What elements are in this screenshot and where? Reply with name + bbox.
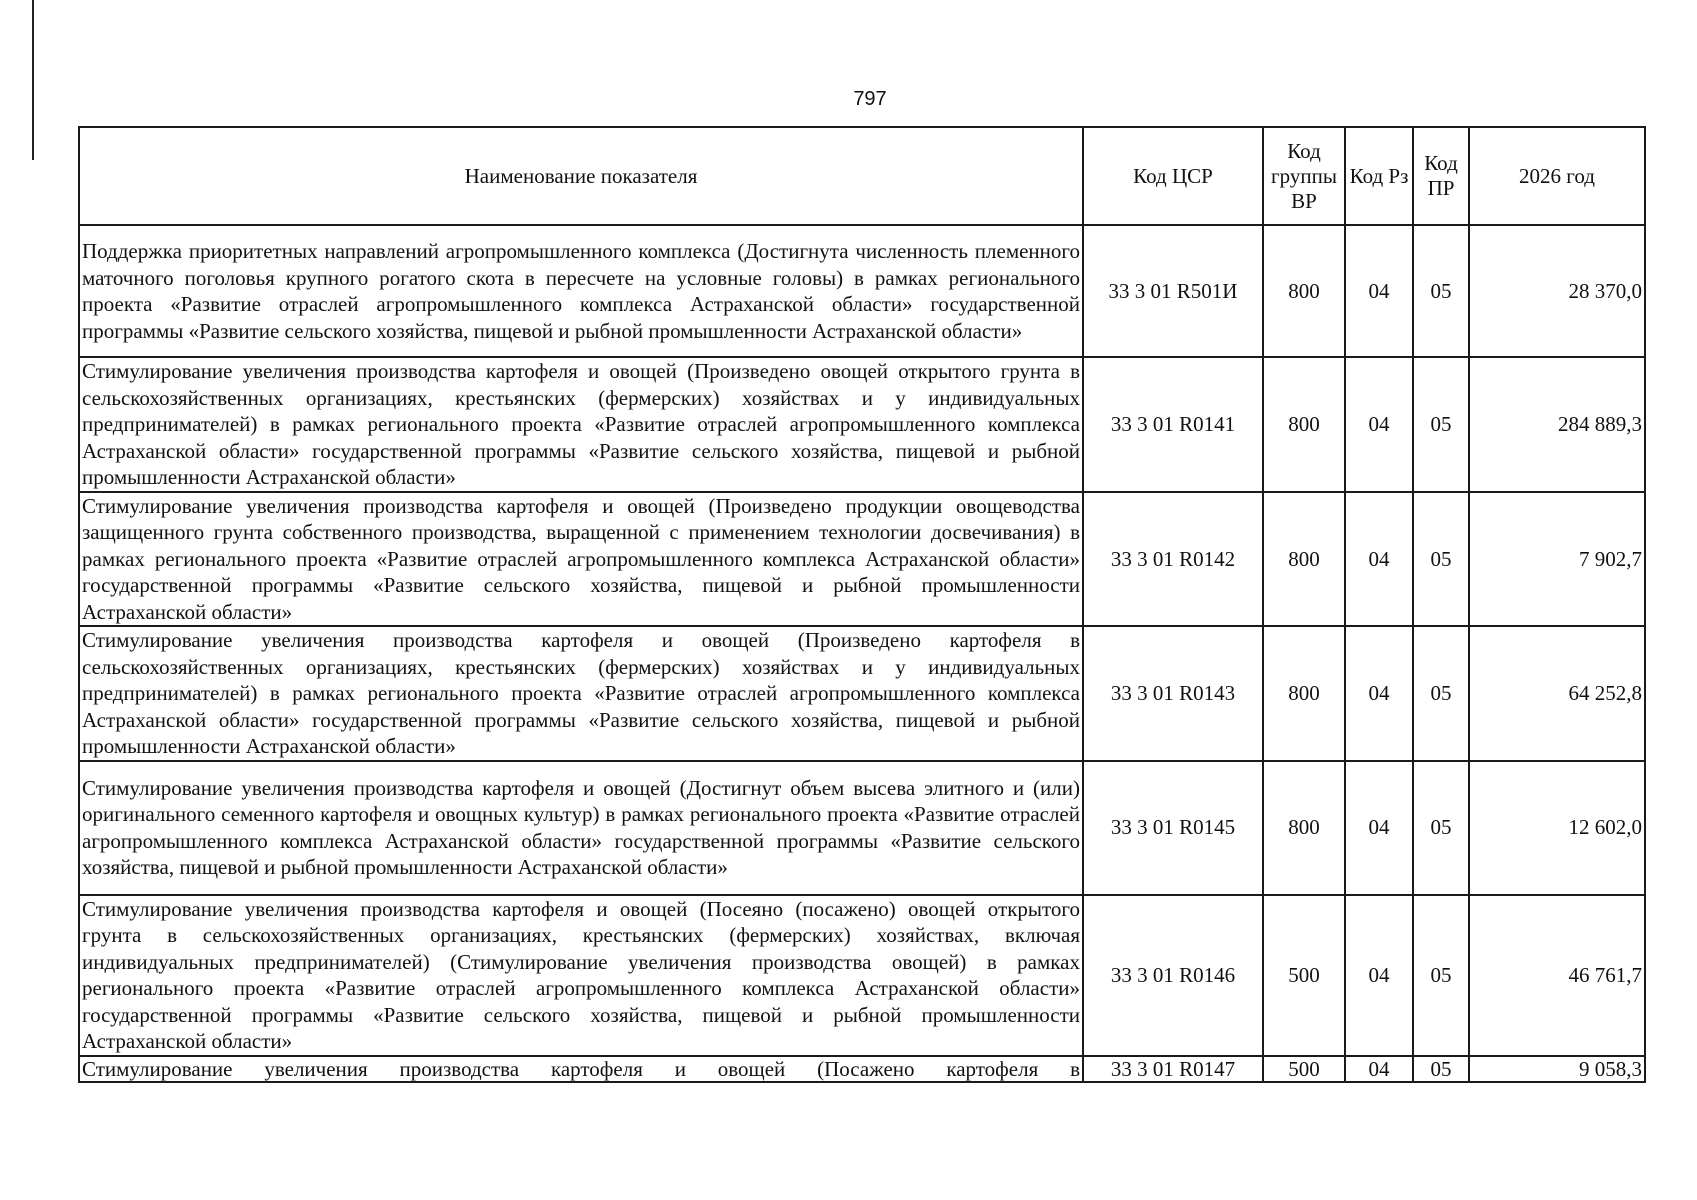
row-csr-code: 33 3 01 R0142: [1083, 492, 1263, 627]
table-row: [79, 357, 1645, 492]
header-pr-code: Код ПР: [1413, 127, 1469, 225]
table-header-row: [79, 127, 1645, 225]
row-name: Стимулирование увеличения производства картофеля и овощей (Достигнут объем высева элитного и (или) оригинального семенного картофеля и овощных культур) в рамках регионального проекта «Развитие отраслей агропромышленного комплекса Астраханской области» государственной программы «Развитие сельского хозяйства, пищевой и рыбной промышленности Астраханской области»: [79, 761, 1083, 895]
row-pr-code: 05: [1413, 626, 1469, 761]
row-rz-code: 04: [1345, 761, 1413, 895]
table-row: [79, 626, 1645, 761]
row-rz-code: 04: [1345, 626, 1413, 761]
row-vr-code: 500: [1263, 895, 1345, 1056]
row-amount: 28 370,0: [1469, 225, 1645, 357]
row-amount: 7 902,7: [1469, 492, 1645, 627]
row-csr-code: 33 3 01 R0146: [1083, 895, 1263, 1056]
budget-table: [78, 126, 1646, 1083]
row-csr-code: 33 3 01 R0147: [1083, 1056, 1263, 1082]
table-row: [79, 761, 1645, 895]
row-amount: 46 761,7: [1469, 895, 1645, 1056]
row-pr-code: 05: [1413, 1056, 1469, 1082]
header-name: Наименование показателя: [79, 127, 1083, 225]
header-vr-code: Код группы ВР: [1263, 127, 1345, 225]
row-pr-code: 05: [1413, 895, 1469, 1056]
row-csr-code: 33 3 01 R0141: [1083, 357, 1263, 492]
row-csr-code: 33 3 01 R0145: [1083, 761, 1263, 895]
header-year-2026: 2026 год: [1469, 127, 1645, 225]
row-name: Стимулирование увеличения производства картофеля и овощей (Произведено продукции овощеводства защищенного грунта собственного производства, выращенной с применением технологии досвечивания) в рамках регионального проекта «Развитие отраслей агропромышленного комплекса Астраханской области» государственной программы «Развитие сельского хозяйства, пищевой и рыбной промышленности Астраханской области»: [79, 492, 1083, 627]
page-number: 797: [853, 88, 887, 110]
row-amount: 9 058,3: [1469, 1056, 1645, 1082]
row-vr-code: 800: [1263, 761, 1345, 895]
row-pr-code: 05: [1413, 357, 1469, 492]
left-margin-line: [32, 0, 34, 160]
row-rz-code: 04: [1345, 1056, 1413, 1082]
table-row: [79, 492, 1645, 627]
row-name: Стимулирование увеличения производства картофеля и овощей (Посеяно (посажено) овощей открытого грунта в сельскохозяйственных организациях, крестьянских (фермерских) хозяйствах, включая индивидуальных предпринимателей) (Стимулирование увеличения производства овощей) в рамках регионального проекта «Развитие отраслей агропромышленного комплекса Астраханской области» государственной программы «Развитие сельского хозяйства, пищевой и рыбной промышленности Астраханской области»: [79, 895, 1083, 1056]
row-name: Стимулирование увеличения производства картофеля и овощей (Посажено картофеля в: [79, 1056, 1083, 1082]
row-amount: 12 602,0: [1469, 761, 1645, 895]
row-vr-code: 800: [1263, 492, 1345, 627]
row-rz-code: 04: [1345, 895, 1413, 1056]
row-amount: 284 889,3: [1469, 357, 1645, 492]
row-pr-code: 05: [1413, 761, 1469, 895]
table-row: [79, 895, 1645, 1056]
header-csr-code: Код ЦСР: [1083, 127, 1263, 225]
row-name: Стимулирование увеличения производства картофеля и овощей (Произведено овощей открытого грунта в сельскохозяйственных организациях, крестьянских (фермерских) хозяйствах и у индивидуальных предпринимателей) в рамках регионального проекта «Развитие отраслей агропромышленного комплекса Астраханской области» государственной программы «Развитие сельского хозяйства, пищевой и рыбной промышленности Астраханской области»: [79, 357, 1083, 492]
row-rz-code: 04: [1345, 492, 1413, 627]
row-pr-code: 05: [1413, 492, 1469, 627]
row-name: Поддержка приоритетных направлений агропромышленного комплекса (Достигнута численность племенного маточного поголовья крупного рогатого скота в пересчете на условные головы) в рамках регионального проекта «Развитие отраслей агропромышленного комплекса Астраханской области» государственной программы «Развитие сельского хозяйства, пищевой и рыбной промышленности Астраханской области»: [79, 225, 1083, 357]
row-vr-code: 800: [1263, 357, 1345, 492]
table-row: [79, 1056, 1645, 1082]
row-name: Стимулирование увеличения производства картофеля и овощей (Произведено картофеля в сельскохозяйственных организациях, крестьянских (фермерских) хозяйствах и у индивидуальных предпринимателей) в рамках регионального проекта «Развитие отраслей агропромышленного комплекса Астраханской области» государственной программы «Развитие сельского хозяйства, пищевой и рыбной промышленности Астраханской области»: [79, 626, 1083, 761]
row-csr-code: 33 3 01 R0143: [1083, 626, 1263, 761]
header-rz-code: Код Рз: [1345, 127, 1413, 225]
table-row: [79, 225, 1645, 357]
row-csr-code: 33 3 01 R501И: [1083, 225, 1263, 357]
row-vr-code: 500: [1263, 1056, 1345, 1082]
row-rz-code: 04: [1345, 357, 1413, 492]
row-amount: 64 252,8: [1469, 626, 1645, 761]
row-pr-code: 05: [1413, 225, 1469, 357]
row-vr-code: 800: [1263, 225, 1345, 357]
row-rz-code: 04: [1345, 225, 1413, 357]
row-vr-code: 800: [1263, 626, 1345, 761]
